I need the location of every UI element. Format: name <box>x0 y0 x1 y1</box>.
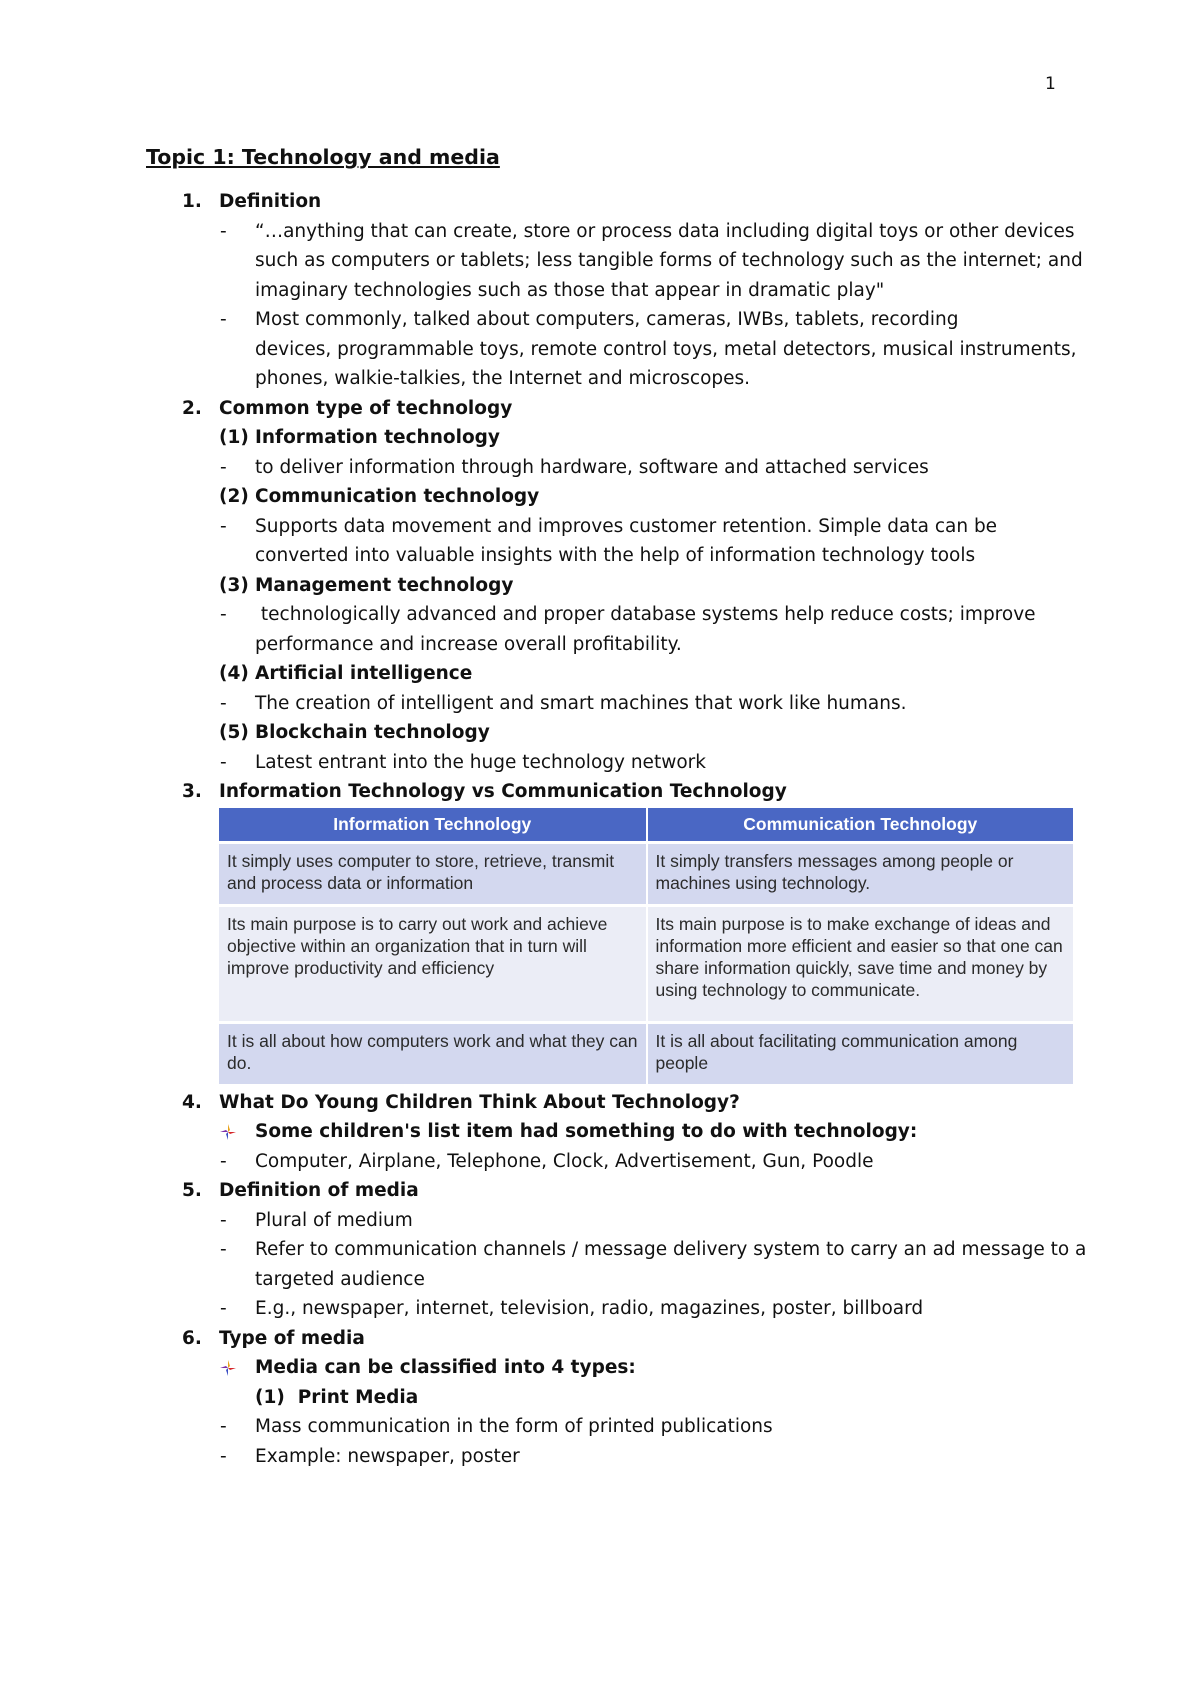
continuation-line: devices, programmable toys, remote control toys, metal detectors, musical instruments, <box>255 338 1077 360</box>
sub-heading: (4) Artificial intelligence <box>219 663 473 684</box>
document-body <box>146 145 1087 1471</box>
section-heading: 4. What Do Young Children Think About Technology? <box>182 1091 740 1113</box>
section-heading: 3. Information Technology vs Communication Technology <box>182 781 787 802</box>
pinwheel-bullet-icon <box>220 1124 236 1140</box>
dash-item: - Latest entrant into the huge technology network <box>220 751 706 773</box>
sub-heading: (1) Information technology <box>219 427 500 448</box>
sub-heading: (1) Print Media <box>255 1386 419 1408</box>
page-number: 1 <box>1045 74 1056 94</box>
section-heading: 6. Type of media <box>182 1327 365 1349</box>
table-row <box>219 1022 1074 1084</box>
continuation-line: phones, walkie-talkies, the Internet and microscopes. <box>255 368 751 389</box>
table-cell: It simply uses computer to store, retrieve, transmit and process data or information <box>219 842 647 905</box>
bullet-item: Some children's list item had something to do with technology: <box>146 1117 1076 1147</box>
table-header: Information Technology <box>219 808 647 843</box>
pinwheel-bullet-icon <box>220 1360 236 1376</box>
dash-item: - to deliver information through hardware, software and attached services <box>220 456 929 478</box>
dash-item: - Refer to communication channels / message delivery system to carry an ad message to a <box>220 1239 1087 1260</box>
dash-item: - Supports data movement and improves customer retention. Simple data can be <box>220 515 998 537</box>
dash-item: - “…anything that can create, store or process data including digital toys or other devices <box>220 220 1075 242</box>
comparison-table <box>219 808 1075 1084</box>
bullet-item: Media can be classified into 4 types: <box>146 1353 1076 1383</box>
continuation-line: converted into valuable insights with the help of information technology tools <box>255 545 976 566</box>
continuation-line: targeted audience <box>255 1268 425 1290</box>
dash-item: - Mass communication in the form of printed publications <box>220 1416 773 1437</box>
dash-item: - E.g., newspaper, internet, television, radio, magazines, poster, billboard <box>220 1298 924 1319</box>
continuation-line: imaginary technologies such as those that appear in dramatic play" <box>255 279 885 301</box>
dash-item: - Most commonly, talked about computers, cameras, IWBs, tablets, recording <box>220 309 959 330</box>
dash-item: - Plural of medium <box>220 1209 413 1231</box>
section-heading: 2. Common type of technology <box>182 397 513 419</box>
dash-item: - Example: newspaper, poster <box>220 1445 520 1467</box>
table-cell: It is all about how computers work and what they can do. <box>219 1022 647 1084</box>
table-row <box>219 905 1074 1022</box>
sub-heading: (2) Communication technology <box>219 486 540 507</box>
section-heading: 1. Definition <box>182 191 322 212</box>
sub-heading: (5) Blockchain technology <box>219 722 490 743</box>
dash-item: - technologically advanced and proper database systems help reduce costs; improve <box>220 604 1036 625</box>
continuation-line: performance and increase overall profitability. <box>255 633 682 655</box>
table-row <box>219 842 1074 905</box>
page-title: Topic 1: Technology and media <box>146 145 500 169</box>
dash-item: - Computer, Airplane, Telephone, Clock, Advertisement, Gun, Poodle <box>220 1150 874 1172</box>
table-cell: Its main purpose is to carry out work and achieve objective within an organization that in turn will improve productivity and efficiency <box>219 905 647 1022</box>
table-cell: Its main purpose is to make exchange of ideas and information more efficient and easier so that one can share information quickly, save time and money by using technology to communicate. <box>647 905 1075 1022</box>
dash-item: - The creation of intelligent and smart machines that work like humans. <box>220 692 907 714</box>
sub-heading: (3) Management technology <box>219 574 514 596</box>
section-heading: 5. Definition of media <box>182 1180 419 1201</box>
table-cell: It simply transfers messages among people or machines using technology. <box>647 842 1075 905</box>
table-header: Communication Technology <box>647 808 1075 843</box>
table-cell: It is all about facilitating communication among people <box>647 1022 1075 1084</box>
continuation-line: such as computers or tablets; less tangible forms of technology such as the internet; and <box>255 250 1083 271</box>
